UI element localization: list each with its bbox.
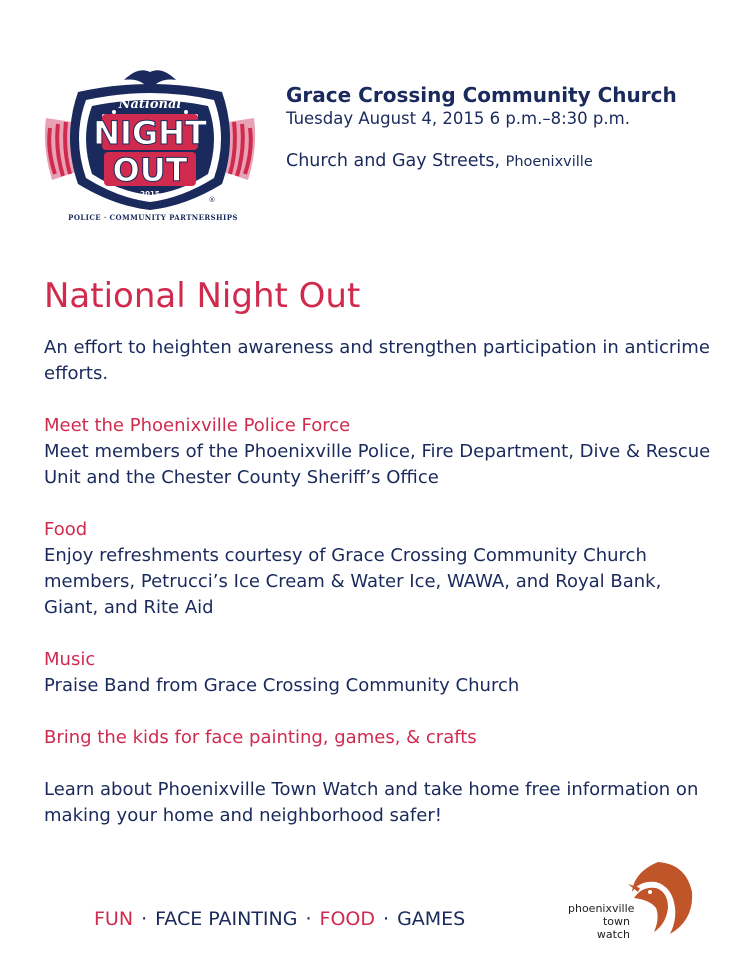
footer-item-face-painting: FACE PAINTING: [155, 908, 298, 930]
section-heading: Music: [44, 649, 96, 670]
footer-separator: ·: [383, 908, 390, 930]
national-night-out-logo: [38, 58, 262, 228]
logo-national-text: National: [118, 97, 182, 112]
night-out-badge-icon: [38, 58, 262, 218]
location-street: Church and Gay Streets,: [286, 151, 501, 171]
footer-item-games: GAMES: [397, 908, 466, 930]
church-name: Grace Crossing Community Church: [286, 83, 677, 107]
kids-activities: Bring the kids for face painting, games, & crafts: [44, 727, 477, 748]
logo-out-text: OUT: [112, 151, 188, 189]
section-body: Enjoy refreshments courtesy of Grace Crossing Community Church members, Petrucci’s Ice Cream & Water Ice, WAWA, and Royal Bank, Giant, and Rite Aid: [44, 545, 662, 618]
section-heading: Food: [44, 519, 88, 540]
logo-registered-mark: ®: [208, 196, 216, 204]
section-food: [44, 517, 714, 621]
event-location: [286, 149, 726, 174]
section-heading: Meet the Phoenixville Police Force: [44, 415, 351, 436]
footer-separator: ·: [141, 908, 148, 930]
section-music: [44, 647, 714, 699]
footer-item-food: FOOD: [319, 908, 376, 930]
town-watch-line1: phoenixville: [568, 902, 635, 915]
section-body: Praise Band from Grace Crossing Community Church: [44, 675, 520, 696]
section-body: Meet members of the Phoenixville Police, Fire Department, Dive & Rescue Unit and the Chester County Sheriff’s Office: [44, 441, 711, 488]
page-title: National Night Out: [44, 276, 361, 316]
logo-tagline: POLICE · COMMUNITY PARTNERSHIPS: [68, 213, 238, 222]
footer-separator: ·: [305, 908, 312, 930]
logo-year-text: 2015: [140, 190, 160, 198]
phoenix-icon: [620, 858, 696, 938]
logo-night-text: NIGHT: [93, 114, 207, 152]
closing-text: Learn about Phoenixville Town Watch and take home free information on making your home and neighborhood safer!: [44, 779, 699, 826]
location-town: Phoenixville: [505, 154, 593, 170]
main-content: [44, 273, 714, 829]
intro-text: An effort to heighten awareness and strengthen participation in anticrime efforts.: [44, 337, 710, 384]
footer-item-fun: FUN: [94, 908, 134, 930]
town-watch-line2: town watch: [596, 915, 630, 941]
footer-activities: [94, 905, 465, 933]
event-date: Tuesday August 4, 2015 6 p.m.–8:30 p.m.: [286, 109, 630, 128]
town-watch-logo: [560, 858, 700, 941]
event-header: [286, 82, 726, 174]
section-police: [44, 413, 714, 491]
